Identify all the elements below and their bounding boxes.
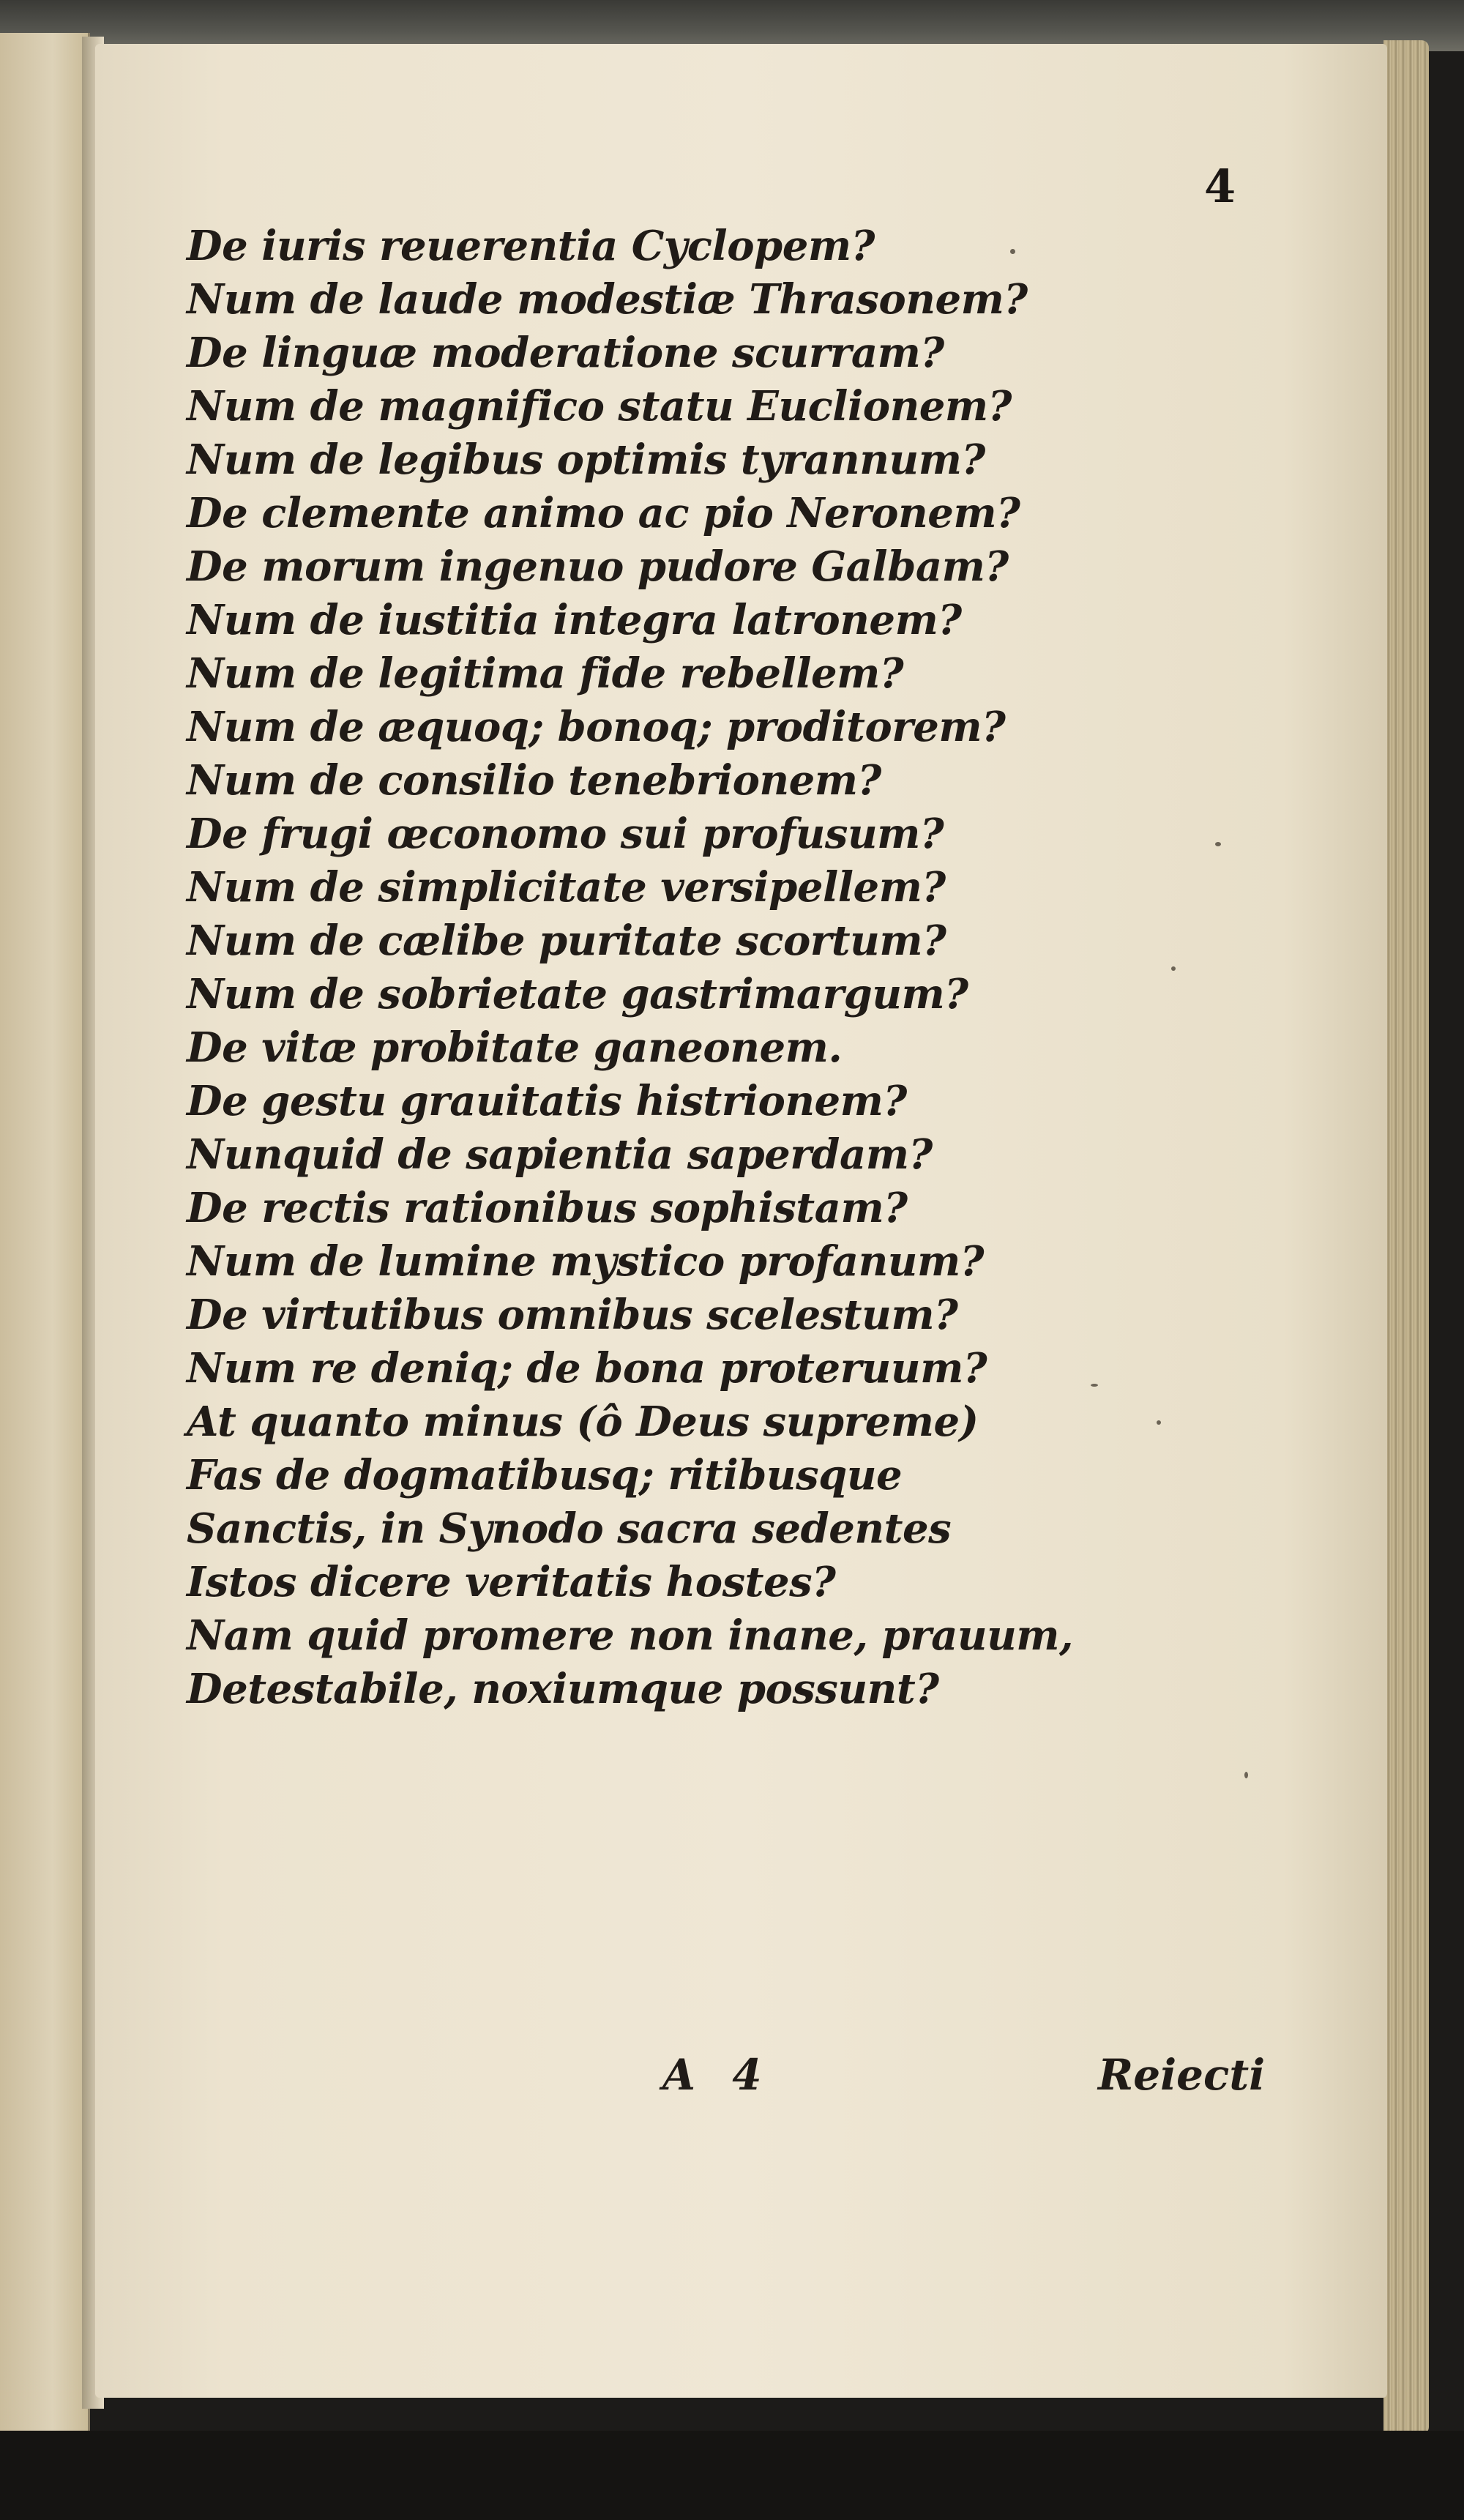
- verse-line: De frugi œconomo sui profusum?: [187, 810, 944, 858]
- verse-line: Num de legitima fide rebellem?: [187, 649, 904, 698]
- left-page-edge: [0, 33, 90, 2442]
- ink-speck: [1244, 1772, 1248, 1778]
- verse-line: De linguæ moderatione scurram?: [187, 329, 944, 377]
- verse-line: Num de legibus optimis tyrannum?: [187, 436, 985, 484]
- verse-line: Num de consilio tenebrionem?: [187, 756, 881, 805]
- verse-text-block: [187, 220, 1211, 1716]
- verse-line: De vitæ probitate ganeonem.: [187, 1024, 843, 1072]
- verse-line: De iuris reuerentia Cyclopem?: [187, 222, 875, 270]
- catchword: Reiecti: [1098, 2050, 1266, 2100]
- verse-line: Num de cælibe puritate scortum?: [187, 917, 946, 965]
- ink-speck: [1010, 249, 1015, 254]
- ink-speck: [1171, 966, 1176, 971]
- verse-line: Nam quid promere non inane, prauum,: [187, 1611, 1074, 1660]
- verse-line: De rectis rationibus sophistam?: [187, 1184, 908, 1232]
- verse-line: Istos dicere veritatis hostes?: [187, 1558, 836, 1606]
- verse-line: De clemente animo ac pio Neronem?: [187, 489, 1020, 537]
- page-edge-stack: [1383, 40, 1429, 2434]
- verse-line: Num de æquoq; bonoq; proditorem?: [187, 703, 1006, 751]
- verse-line: De morum ingenuo pudore Galbam?: [187, 543, 1009, 591]
- verse-line: Sanctis, in Synodo sacra sedentes: [187, 1505, 952, 1553]
- verse-line: Num re deniq; de bona proteruum?: [187, 1344, 987, 1393]
- verse-line: Num de magnifico statu Euclionem?: [187, 382, 1012, 430]
- verse-line: De gestu grauitatis histrionem?: [187, 1077, 907, 1125]
- verse-line: Detestabile, noxiumque possunt?: [187, 1665, 939, 1713]
- verse-line: At quanto minus (ô Deus supreme): [187, 1398, 979, 1446]
- verse-line: Fas de dogmatibusq; ritibusque: [187, 1451, 903, 1499]
- ink-speck: [1091, 1384, 1098, 1387]
- signature-mark: A 4: [662, 2050, 762, 2100]
- verse-line: De virtutibus omnibus scelestum?: [187, 1291, 958, 1339]
- ink-speck: [1215, 842, 1221, 846]
- verse-line: Num de lumine mystico profanum?: [187, 1237, 985, 1286]
- background-shadow: [0, 2431, 1464, 2520]
- verse-line: Num de simplicitate versipellem?: [187, 863, 946, 912]
- ink-speck: [1157, 1420, 1161, 1425]
- verse-line: Num de iustitia integra latronem?: [187, 596, 962, 644]
- page-number: 4: [1204, 160, 1236, 213]
- verse-line: Num de laude modestiæ Thrasonem?: [187, 275, 1028, 324]
- verse-line: Num de sobrietate gastrimargum?: [187, 970, 968, 1018]
- verse-line: Nunquid de sapientia saperdam?: [187, 1130, 933, 1179]
